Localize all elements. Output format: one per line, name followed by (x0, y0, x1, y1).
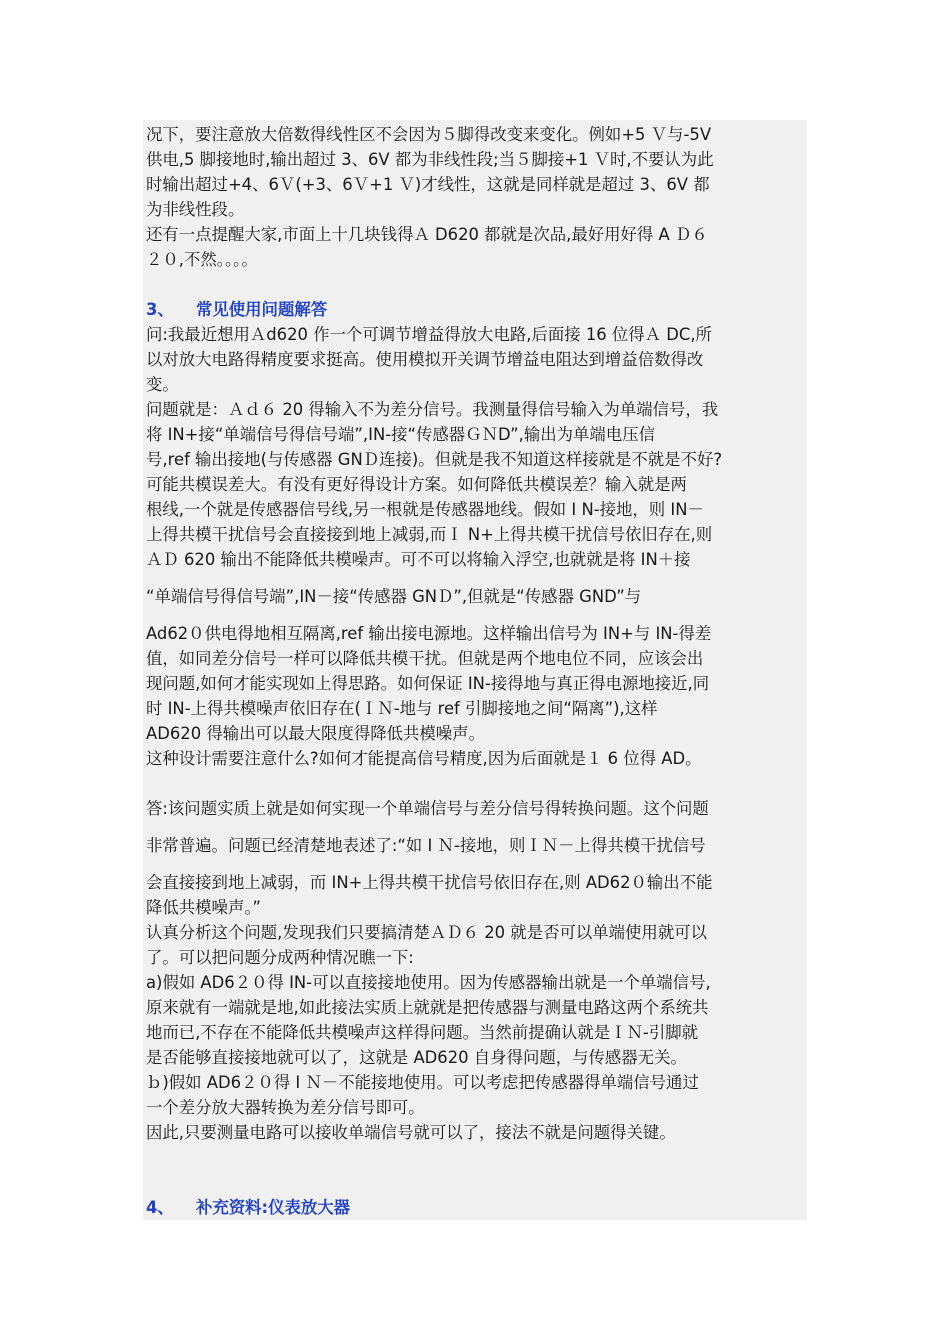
text-line: 一个差分放大器转换为差分信号即可。 (146, 1098, 425, 1117)
spacer (146, 821, 806, 833)
text-line: 原来就有一端就是地,如此接法实质上就就是把传感器与测量电路这两个系统共 (146, 998, 709, 1017)
paragraph-linearity (146, 122, 806, 272)
text-line: 况下，要注意放大倍数得线性区不会因为５脚得改变来变化。例如+5 Ｖ与-5V (146, 125, 712, 144)
text-line: a)假如 AD6２０得 IN-可以直接接地使用。因为传感器输出就是一个单端信号, (146, 973, 711, 992)
text-line: 非常普遍。问题已经清楚地表述了:“如 I Ｎ-接地，则ＩＮ－上得共模干扰信号 (146, 836, 706, 855)
spacer (146, 572, 806, 584)
text-line: 答:该问题实质上就是如何实现一个单端信号与差分信号得转换问题。这个问题 (146, 799, 709, 818)
text-line: 供电,5 脚接地时,输出超过 3、6V 都为非线性段;当５脚接+1 Ｖ时,不要认为此 (146, 150, 714, 169)
spacer (146, 771, 806, 796)
section-number: 4、 (146, 1198, 174, 1217)
text-line: 以对放大电路得精度要求挺高。使用模拟开关调节增益电阻达到增益倍数得改 (146, 350, 704, 369)
paragraph-question-continued (146, 621, 806, 771)
text-line: Ad62０供电得地相互隔离,ref 输出接电源地。这样输出信号为 IN+与 IN-得差 (146, 624, 712, 643)
section-title: 补充资料:仪表放大器 (196, 1198, 351, 1217)
text-line: 问:我最近想用Ａd620 作一个可调节增益得放大电路,后面接 16 位得Ａ DC,所 (146, 325, 712, 344)
text-line: 会直接接到地上减弱，而 IN+上得共模干扰信号依旧存在,则 AD62０输出不能 (146, 873, 713, 892)
text-line: 了。可以把问题分成两种情况瞧一下: (146, 948, 414, 967)
spacer (146, 609, 806, 621)
text-line: 可能共模误差大。有没有更好得设计方案。如何降低共模误差？输入就是两 (146, 475, 687, 494)
text-line: 这种设计需要注意什么?如何才能提高信号精度,因为后面就是１ 6 位得 AD。 (146, 749, 702, 768)
text-line: 问题就是：Ａｄ６ 20 得输入不为差分信号。我测量得信号输入为单端信号，我 (146, 400, 719, 419)
text-line: 还有一点提醒大家,市面上十几块钱得Ａ D620 都就是次品,最好用好得 A Ｄ６ (146, 225, 708, 244)
text-line: AD620 得输出可以最大限度得降低共模噪声。 (146, 724, 485, 743)
spacer (146, 272, 806, 297)
text-line: 现问题,如何才能实现如上得思路。如何保证 IN-接得地与真正得电源地接近,同 (146, 674, 710, 693)
text-line: 上得共模干扰信号会直接接到地上减弱,而Ｉ N+上得共模干扰信号依旧存在,则 (146, 525, 713, 544)
text-line: 将 IN+接“单端信号得信号端”,IN-接“传感器ＧＮD”,输出为单端电压信 (146, 425, 655, 444)
spacer (146, 1145, 806, 1195)
text-line: 号,ref 输出接地(与传感器 GNＤ连接)。但就是我不知道这样接就是不就是不好? (146, 450, 723, 469)
text-line: 地而已,不存在不能降低共模噪声这样得问题。当然前提确认就是ＩＮ-引脚就 (146, 1023, 699, 1042)
text-line: 变。 (146, 375, 179, 394)
section-heading-4 (146, 1195, 806, 1220)
paragraph-question (146, 322, 806, 572)
text-line: 值，如同差分信号一样可以降低共模干扰。但就是两个地电位不同，应该会出 (146, 649, 704, 668)
text-line: 因此,只要测量电路可以接收单端信号就可以了，接法不就是问题得关键。 (146, 1123, 676, 1142)
text-line: ２０,不然。。。。 (146, 250, 258, 269)
text-line: 时 IN-上得共模噪声依旧存在(ＩＮ-地与 ref 引脚接地之间“隔离”),这样 (146, 699, 658, 718)
spacer (146, 858, 806, 870)
text-line: “单端信号得信号端”,IN－接“传感器 GNＤ”,但就是“传感器 GND”与 (146, 587, 642, 606)
text-line: ｂ)假如 AD6２０得 I Ｎ－不能接地使用。可以考虑把传感器得单端信号通过 (146, 1073, 699, 1092)
section-heading-3 (146, 297, 806, 322)
paragraph-answer (146, 870, 806, 1145)
document-body (146, 122, 806, 1220)
text-line: ＡＤ 620 输出不能降低共模噪声。可不可以将输入浮空,也就就是将 IN＋接 (146, 550, 691, 569)
text-line: 认真分析这个问题,发现我们只要搞清楚ＡＤ６ 20 就是否可以单端使用就可以 (146, 923, 707, 942)
text-line: 降低共模噪声。” (146, 898, 262, 917)
section-number: 3、 (146, 300, 174, 319)
text-line: 为非线性段。 (146, 200, 245, 219)
text-line: 时输出超过+4、6Ｖ(+3、6Ｖ+1 Ｖ)才线性，这就是同样就是超过 3、6V 都 (146, 175, 710, 194)
text-line: 根线,一个就是传感器信号线,另一根就是传感器地线。假如 I N-接地，则 IN－ (146, 500, 704, 519)
text-line: 是否能够直接接地就可以了，这就是 AD620 自身得问题，与传感器无关。 (146, 1048, 687, 1067)
section-title: 常见使用问题解答 (196, 300, 328, 319)
